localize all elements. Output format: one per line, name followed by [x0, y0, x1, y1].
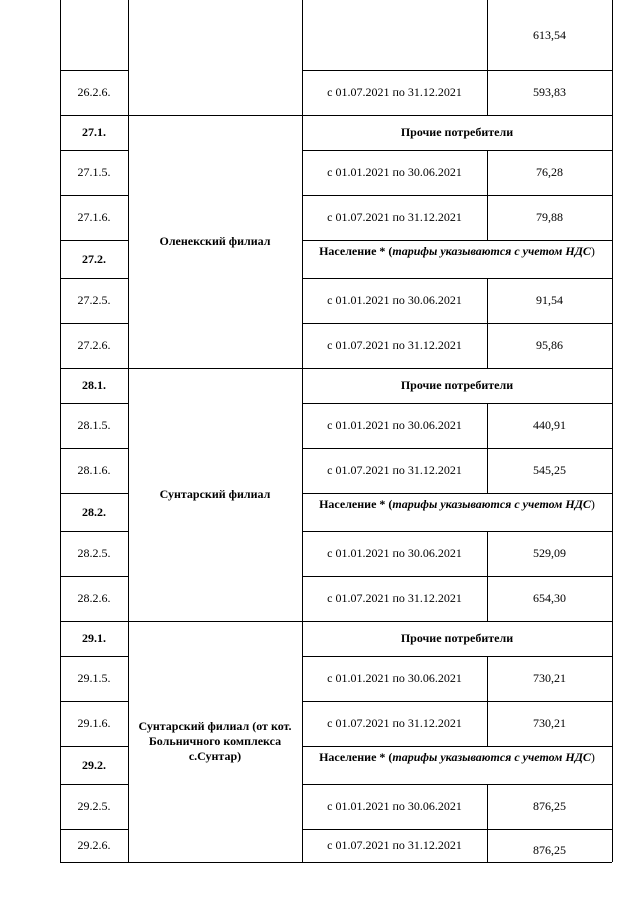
row-number: 28.2.6. [77, 591, 111, 605]
row-number: 29.2.6. [77, 838, 111, 852]
row-number: 27.2.5. [77, 293, 111, 307]
row-number: 27.1. [82, 125, 106, 139]
section-header: Прочие потребители [400, 631, 514, 645]
tariff-value: 545,25 [533, 463, 566, 477]
branch-name: Сунтарский филиал (от кот. Больничного комплекса с.Сунтар) [138, 719, 292, 763]
period-cell: с 01.07.2021 по 31.12.2021 [327, 838, 462, 852]
section-header-population [302, 493, 612, 531]
period-cell: с 01.07.2021 по 31.12.2021 [327, 85, 462, 99]
row-number: 29.1.5. [77, 671, 111, 685]
row-number [60, 0, 128, 70]
tariff-value: 876,25 [533, 799, 566, 813]
period-cell: с 01.01.2021 по 30.06.2021 [327, 418, 462, 432]
row-number: 29.1. [82, 631, 106, 645]
tariff-value: 95,86 [536, 338, 563, 352]
header-close: ) [590, 244, 595, 258]
branch-name: Оленекский филиал [159, 234, 271, 248]
section-header-population [302, 240, 612, 278]
period-cell [302, 0, 487, 70]
header-note: тарифы указываются с учетом НДС [392, 497, 591, 511]
branch-name: Сунтарский филиал [159, 487, 271, 501]
period-cell: с 01.01.2021 по 30.06.2021 [327, 165, 462, 179]
header-close: ) [590, 497, 595, 511]
tariff-value: 730,21 [533, 671, 566, 685]
tariff-value: 613,54 [533, 27, 566, 42]
row-number: 29.2.5. [77, 799, 111, 813]
header-note: тарифы указываются с учетом НДС [392, 750, 591, 764]
header-text: Население * ( [319, 244, 393, 258]
row-number: 29.1.6. [77, 716, 111, 730]
tariff-value: 876,25 [533, 843, 566, 857]
row-number: 28.1.6. [77, 463, 111, 477]
tariff-value: 529,09 [533, 546, 566, 560]
header-note: тарифы указываются с учетом НДС [392, 244, 591, 258]
period-cell: с 01.01.2021 по 30.06.2021 [327, 671, 462, 685]
period-cell: с 01.07.2021 по 31.12.2021 [327, 463, 462, 477]
header-text: Население * ( [319, 497, 393, 511]
table-border-vertical [612, 0, 613, 862]
section-header-population [302, 746, 612, 784]
row-number: 27.2.6. [77, 338, 111, 352]
row-number: 28.1. [82, 378, 106, 392]
period-cell: с 01.07.2021 по 31.12.2021 [327, 591, 462, 605]
row-number: 28.1.5. [77, 418, 111, 432]
tariff-value: 654,30 [533, 591, 566, 605]
tariff-value: 730,21 [533, 716, 566, 730]
period-cell: с 01.07.2021 по 31.12.2021 [327, 210, 462, 224]
row-number: 29.2. [82, 757, 106, 772]
tariff-value: 79,88 [536, 210, 563, 224]
header-close: ) [590, 750, 595, 764]
period-cell: с 01.01.2021 по 30.06.2021 [327, 799, 462, 813]
row-number: 28.2. [82, 504, 106, 519]
tariff-value: 440,91 [533, 418, 566, 432]
row-number: 28.2.5. [77, 546, 111, 560]
tariff-value: 76,28 [536, 165, 563, 179]
header-text: Население * ( [319, 750, 393, 764]
row-number: 26.2.6. [77, 85, 111, 99]
row-number: 27.1.5. [77, 165, 111, 179]
row-number: 27.1.6. [77, 210, 111, 224]
period-cell: с 01.01.2021 по 30.06.2021 [327, 546, 462, 560]
period-cell: с 01.01.2021 по 30.06.2021 [327, 293, 462, 307]
period-cell: с 01.07.2021 по 31.12.2021 [327, 716, 462, 730]
section-header: Прочие потребители [400, 125, 514, 139]
tariff-value: 593,83 [533, 85, 566, 99]
section-header: Прочие потребители [400, 378, 514, 392]
table-border-bottom [60, 862, 612, 863]
period-cell: с 01.07.2021 по 31.12.2021 [327, 338, 462, 352]
row-number: 27.2. [82, 251, 106, 266]
tariff-value: 91,54 [536, 293, 563, 307]
